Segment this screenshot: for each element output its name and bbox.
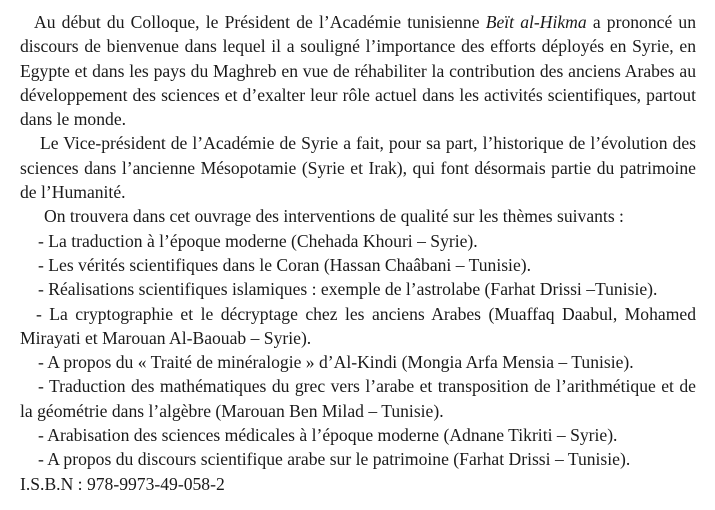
intro-paragraph-3: On trouvera dans cet ouvrage des interventions de qualité sur les thèmes suivants : [44, 206, 624, 227]
theme-item-4: - La cryptographie et le décryptage chez les anciens Arabes (Muaffaq Daabul, Mohamed Mirayati et Marouan Al-Baouab – Syrie). [20, 303, 696, 348]
theme-item-1: - La traduction à l’époque moderne (Chehada Khouri – Syrie). [38, 230, 478, 251]
theme-item-2: - Les vérités scientifiques dans le Coran (Hassan Chaâbani – Tunisie). [38, 254, 532, 275]
institution-name: Beït al-Hikma [485, 12, 587, 32]
theme-item-6: - Traduction des mathématiques du grec vers l’arabe et transposition de l’arithmétique et de la géométrie dans l’algèbre (Marouan Ben Milad – Tunisie). [20, 376, 696, 421]
isbn-line: I.S.B.N : 978-9973-49-058-2 [20, 473, 225, 494]
intro-paragraph-1 [20, 10, 696, 131]
theme-item-3: - Réalisations scientifiques islamiques : exemple de l’astrolabe (Farhat Drissi –Tunisie). [38, 279, 658, 300]
theme-item-5: - A propos du « Traité de minéralogie » d’Al-Kindi (Mongia Arfa Mensia – Tunisie). [38, 352, 634, 373]
intro-paragraph-1-end: a prononcé un discours de bienvenue dans lequel il a souligné l’importance des efforts déployés en Syrie, en Egypte et dans les pays du Maghreb en vue de réhabiliter la contribution des anciens Arabes au développement des sciences et d’exalter leur rôle actuel dans les activités scientifiques, partout dans le monde. [20, 12, 697, 130]
intro-paragraph-2: Le Vice-président de l’Académie de Syrie a fait, pour sa part, l’historique de l’évolution des sciences dans l’ancienne Mésopotamie (Syrie et Irak), qui font désormais partie du patrimoine de l’Humanité. [20, 133, 696, 203]
theme-item-8: - A propos du discours scientifique arabe sur le patrimoine (Farhat Drissi – Tunisie). [38, 449, 631, 470]
intro-paragraph-1-start: Au début du Colloque, le Président de l’Académie tunisienne [34, 12, 486, 32]
document-page [20, 10, 696, 496]
theme-item-7: - Arabisation des sciences médicales à l’époque moderne (Adnane Tikriti – Syrie). [38, 425, 618, 446]
